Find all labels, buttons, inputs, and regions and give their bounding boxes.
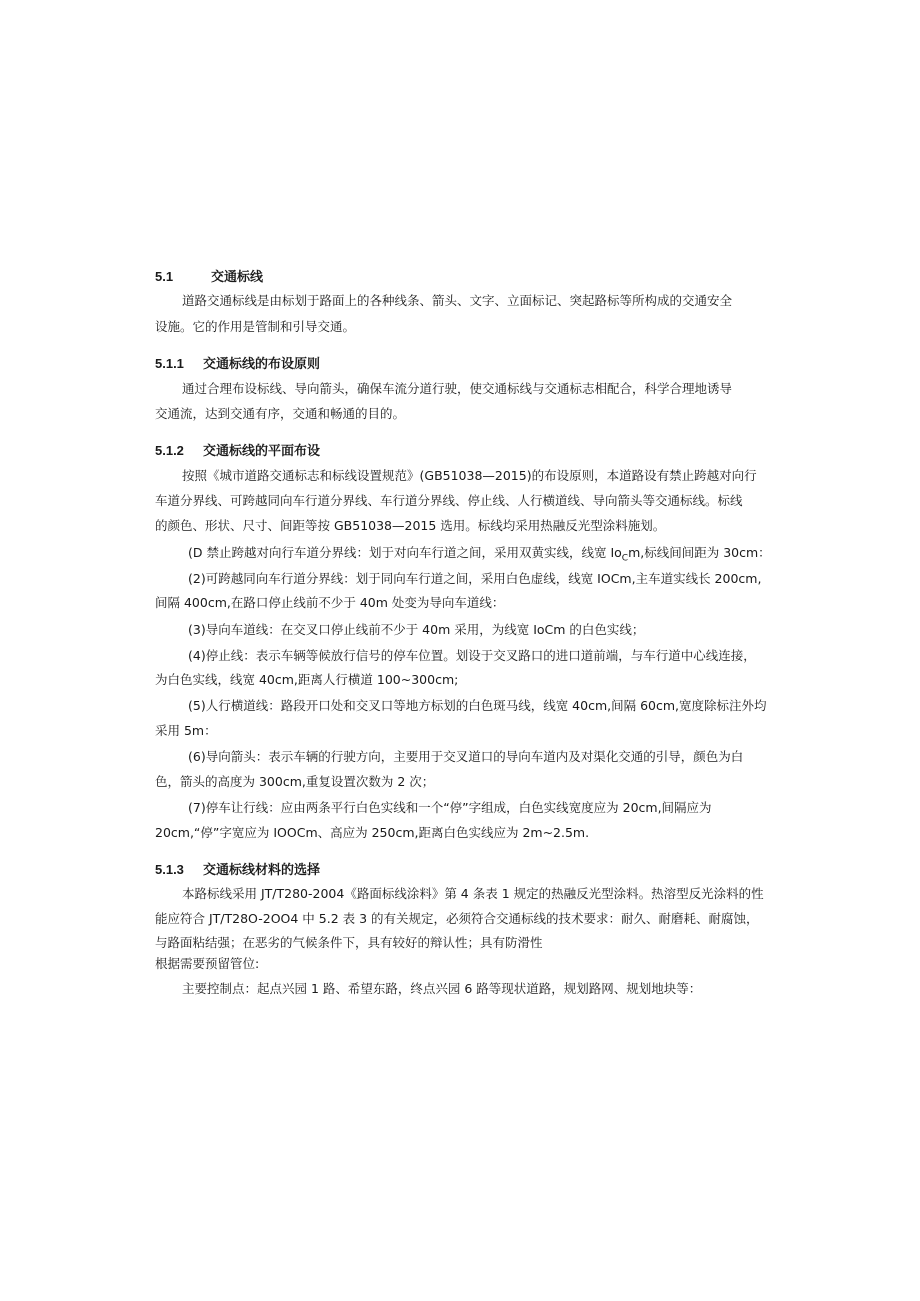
section-title: 交通标线的布设原则 [203, 357, 321, 372]
section-heading-5-1-2 [155, 442, 320, 461]
list-item-continuation: 为白色实线，线宽 40cm,距离人行横道 100~300cm; [155, 672, 459, 687]
paragraph-line: 设施。它的作用是管制和引导交通。 [155, 319, 356, 334]
list-item-text: m,标线间间距为 30cm： [628, 545, 771, 560]
list-item-continuation: 色，箭头的高度为 300cm,重复设置次数为 2 次； [155, 774, 435, 789]
paragraph-line: 能应符合 JT/T28O-2OO4 中 5.2 表 3 的有关规定，必须符合交通标线的技术要求：耐久、耐磨耗、耐腐蚀， [155, 911, 759, 926]
list-item: (2)可跨越同向车行道分界线：划于同向车行道之间，采用白色虚线，线宽 IOCm,主车道实线长 200cm, [188, 571, 762, 586]
paragraph-line: 本路标线采用 JT/T280-2004《路面标线涂料》第 4 条表 1 规定的热融反光型涂料。热溶型反光涂料的性 [182, 886, 764, 901]
paragraph-line: 通过合理布设标线、导向箭头，确保车流分道行驶，使交通标线与交通标志相配合，科学合理地诱导 [182, 381, 733, 396]
section-number: 5.1.2 [155, 443, 184, 458]
list-item-continuation: 20cm,“停”字宽应为 IOOCm、高应为 250cm,距离白色实线应为 2m~2.5m. [155, 825, 590, 840]
paragraph-line: 按照《城市道路交通标志和标线设置规范》(GB51038—2015)的布设原则，本道路设有禁止跨越对向行 [182, 468, 757, 483]
section-number: 5.1.3 [155, 862, 184, 877]
paragraph-line: 根据需要预留管位: [155, 956, 260, 971]
list-item: (7)停车让行线：应由两条平行白色实线和一个“停”字组成，白色实线宽度应为 20cm,间隔应为 [188, 800, 712, 815]
list-item: (5)人行横道线：路段开口处和交叉口等地方标划的白色斑马线，线宽 40cm,间隔 60cm,宽度除标注外均 [188, 698, 767, 713]
section-title: 交通标线材料的选择 [203, 863, 321, 878]
paragraph-line: 的颜色、形状、尺寸、间距等按 GB51038—2015 选用。标线均采用热融反光型涂料施划。 [155, 518, 666, 533]
list-item: (6)导向箭头：表示车辆的行驶方向，主要用于交叉道口的导向车道内及对渠化交通的引导，颜色为白 [188, 749, 744, 764]
list-item-continuation: 采用 5m： [155, 723, 217, 738]
paragraph-line: 与路面粘结强；在恶劣的气候条件下，具有较好的辩认性；具有防滑性 [155, 935, 543, 950]
subscript: C [621, 553, 629, 564]
section-heading-5-1 [155, 268, 263, 287]
paragraph-line: 主要控制点：起点兴园 1 路、希望东路，终点兴园 6 路等现状道路，规划路网、规划地块等： [182, 981, 702, 996]
section-number: 5.1.1 [155, 356, 184, 371]
section-title: 交通标线的平面布设 [203, 444, 321, 459]
paragraph-line: 车道分界线、可跨越同向车行道分界线、车行道分界线、停止线、人行横道线、导向箭头等交通标线。标线 [155, 493, 743, 508]
list-item-continuation: 间隔 400cm,在路口停止线前不少于 40m 处变为导向车道线： [155, 595, 505, 610]
section-heading-5-1-3 [155, 861, 320, 880]
list-item: (3)导向车道线：在交叉口停止线前不少于 40m 采用，为线宽 IoCm 的白色实线； [188, 622, 645, 637]
list-item: (4)停止线：表示车辆等候放行信号的停车位置。划设于交叉路口的进口道前端，与车行道中心线连接， [188, 648, 756, 663]
list-item-text: (D 禁止跨越对向行车道分界线：划于对向车行道之间，采用双黄实线，线宽 Io [188, 545, 622, 560]
list-item [188, 544, 771, 568]
paragraph-line: 交通流，达到交通有序，交通和畅通的目的。 [155, 406, 406, 421]
section-number: 5.1 [155, 269, 174, 284]
paragraph-line: 道路交通标线是由标划于路面上的各种线条、箭头、文字、立面标记、突起路标等所构成的交通安全 [182, 293, 733, 308]
section-title: 交通标线 [211, 270, 264, 285]
section-heading-5-1-1 [155, 355, 320, 374]
